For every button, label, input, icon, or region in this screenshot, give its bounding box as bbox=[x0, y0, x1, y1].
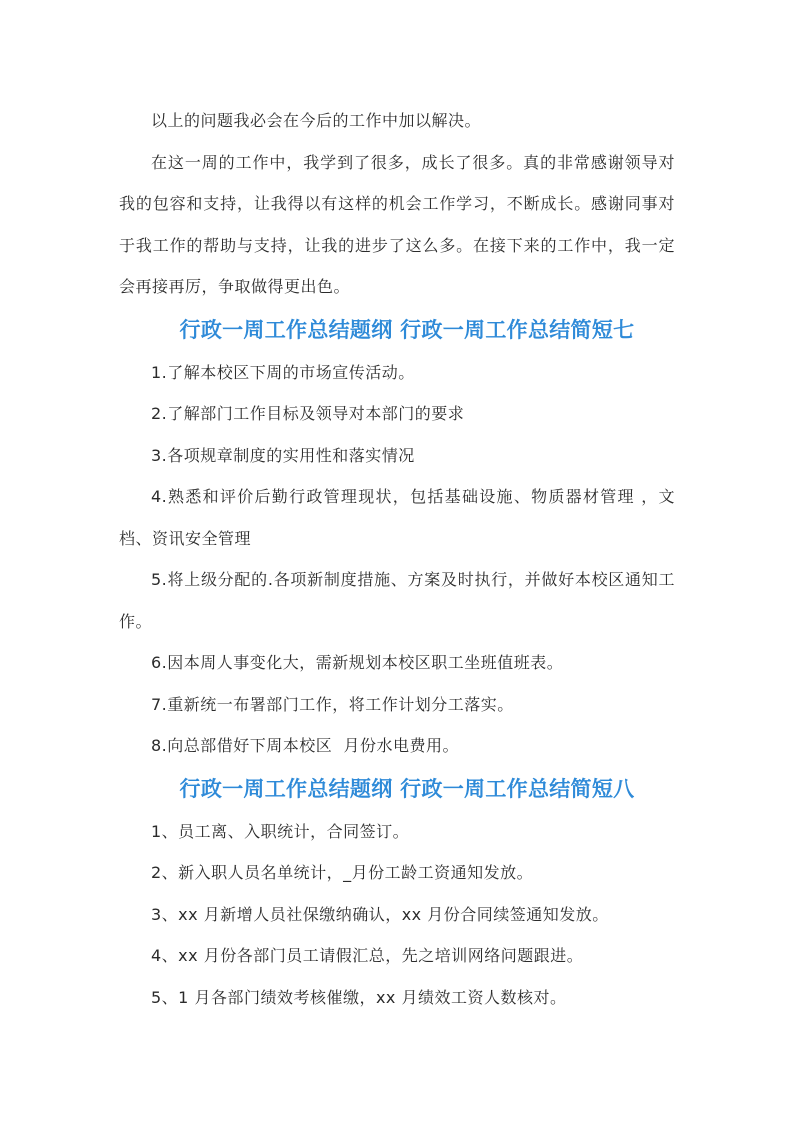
section-7-item-5: 5.将上级分配的.各项新制度措施、方案及时执行，并做好本校区通知工作。 bbox=[119, 570, 675, 631]
section-7-item-1: 1.了解本校区下周的市场宣传活动。 bbox=[151, 362, 415, 382]
section-8-item-1: 1、员工离、入职统计，合同签订。 bbox=[151, 821, 410, 841]
intro-paragraph-2: 在这一周的工作中，我学到了很多，成长了很多。真的非常感谢领导对我的包容和支持，让我得以有这样的机会工作学习，不断成长。感谢同事对于我工作的帮助与支持，让我的进步了这么多。在接下来的工作中，我一定会再接再厉，争取做得更出色。 bbox=[119, 152, 675, 296]
intro-paragraph-1: 以上的问题我必会在今后的工作中加以解决。 bbox=[151, 111, 482, 130]
section-7-item-8: 8.向总部借好下周本校区 月份水电费用。 bbox=[151, 736, 459, 755]
section-7-item-3: 3.各项规章制度的实用性和落实情况 bbox=[151, 445, 415, 465]
document-body bbox=[119, 100, 675, 1018]
section-7-item-2: 2.了解部门工作目标及领导对本部门的要求 bbox=[151, 404, 465, 423]
section-7-item-4: 4.熟悉和评价后勤行政管理现状，包括基础设施、物质器材管理 ，文档、资讯安全管理 bbox=[119, 487, 675, 548]
section-7-item-6: 6.因本周人事变化大，需新规划本校区职工坐班值班表。 bbox=[151, 653, 564, 672]
section-8-item-2: 2、新入职人员名单统计，_月份工龄工资通知发放。 bbox=[151, 863, 534, 882]
section-8-item-3: 3、xx 月新增人员社保缴纳确认，xx 月份合同续签通知发放。 bbox=[151, 904, 609, 924]
section-8-heading: 行政一周工作总结题纲 行政一周工作总结简短八 bbox=[179, 776, 635, 801]
section-7-heading: 行政一周工作总结题纲 行政一周工作总结简短七 bbox=[179, 317, 635, 342]
section-8-item-5: 5、1 月各部门绩效考核催缴，xx 月绩效工资人数核对。 bbox=[151, 987, 567, 1007]
section-8-item-4: 4、xx 月份各部门员工请假汇总，先之培训网络问题跟进。 bbox=[151, 946, 584, 965]
section-7-item-7: 7.重新统一布署部门工作，将工作计划分工落实。 bbox=[151, 694, 514, 714]
